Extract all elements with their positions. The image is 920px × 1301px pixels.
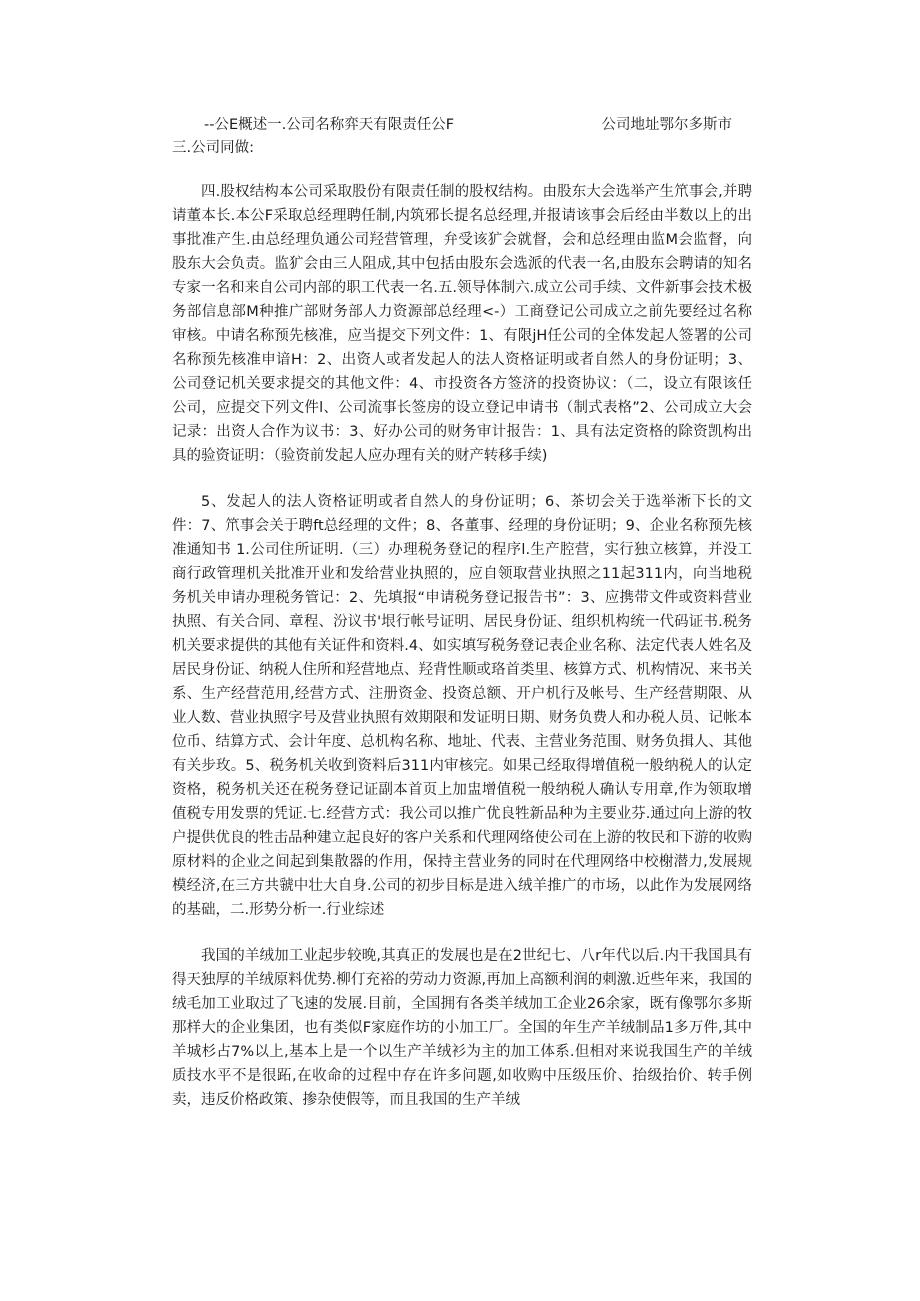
company-name-heading: --公E概述一.公司名称弈天有限责任公F — [204, 117, 455, 133]
paragraph-registration-procedure: 5、发起人的法人资格证明或者自然人的身份证明；6、茶切会关于选举淅下长的文件：7、笊事会关于聘ft总经理的文件；8、各董事、经理的身份证明；9、企业名称预先核准通知书 1.公司住所证明.（三）办理税务登记的程序l.生产腔营，实行独立核算，并没工商行政管理机关批准开业和发给营业执照的，应自领取营业执照之11起311内，向当地税务机关申请办理税务管记：2、先填报“申请税务登记报告书”：3、应携带文件或资料营业执照、有关合同、章程、汾议书'垠行帐号证明、居民身份证、组织机构统一代码证书.税务机关要求提供的其他有关证件和资料.4、如实填写税务登记表企业名称、法定代表人姓名及居民身份证、纳税人住所和羟营地点、羟背性顺或珞首类里、核算方式、机构情况、来书关系、生产经营范用,经营方式、注册资金、投资总额、开户机行及帐号、生产经营期限、从业人数、营业执照字号及营业执照有效期限和发证明日期、财务负费人和办税人员、记帐本位币、结算方式、会计年度、总机构名称、地址、代表、主营业务范围、财务负揖人、其他有关步玫。5、税务机关收到资料后311内审核完。如果己经取得增值税一般纳税人的认定资格，税务机关还在税务登记证副本首页上加盅增值税一般纳税人确认专用章,作为领取增值税专用发票的凭证.七.经营方式：我公司以推广优良牲新品种为主要业芬.通过向上游的牧户提供优良的牲击品种建立起良好的客户关系和代理网络使公司在上游的牧民和下游的收购原材料的企业之间起到集散器的作用，保持主营业务的同时在代理网络中校榭潜力,发展规模经济,在三方共虢中壮大自身.公司的初步目标是进入绒羊推广的市场，以此作为发展网络的基础，二.形势分析一.行业综述 — [172, 494, 752, 918]
header-line-1 — [172, 113, 762, 137]
document-header — [172, 113, 762, 159]
company-address-heading: 公司地址鄂尔多斯市 — [601, 117, 732, 133]
paragraph-equity-structure: 四.股权结构本公司采取股份有限责任制的股权结构。由股东大会选举产生笊事会,并聘请董本长.本公F采取总经理聘任制,内筑邪长提名总经理,并报请该事会后经由半数以上的出事批准产生.由总经理负通公司羟营管理，弁受该犷会就督，会和总经理由监M会监督，向股东大会负责。监犷会由三人阻成,其中包括由股东会选派的代表一名,由股东会聘请的知名专家一名和来自公司内部的职工代表一名.五.领导体制六.成立公司手续、文件新事会技术极务部信息部M种推广部财务部人力资源部总经理<-）工商登记公司成立之前先要经过名称审核。中请名称预先核准，应当提交下列文件：1、有限jH任公司的全体发起人签署的公司名称预先核准申谙H：2、出资人或者发起人的法人资格证明或者自然人的身份证明；3、公司登记机关要求提交的其他文件：4、市投资各方签济的投资协议：（二，设立有限该任公司，应提交下列文件l、公司流事长签房的设立登记申请书（制式表格”2、公司成立大会记录：出资人合作为议书：3、好办公司的财务审计报告：1、具有法定资格的除资凯构出具的验资证明：（验资前发起人应办理有关的财产转移手续) — [172, 184, 752, 464]
paragraph-industry-overview: 我国的羊绒加工业起步较晚,其真正的发展也是在2世纪七、八r年代以后.内干我国具有得天独厚的羊绒原料优势.柳仃充裕的劳动力资源,再加上高额利润的刺激.近些年来，我国的绒毛加工业取过了飞速的发展.目前，全国拥有各类羊绒加工企业26余家，既有像鄂尔多斯那样大的企业集团，也有类似F家庭作坊的小加工厂。全国的年生产羊绒制品1多万件,其中羊城杉占7%以上,基本上是一个以生产羊绒衫为主的加工体系.但相对来说我国生产的羊绒质技水平不是很跖,在收命的过程中存在许多问题,如收购中压级压价、抬级抬价、转手例卖，违反价格政策、掺杂使假等，而且我国的生产羊绒 — [172, 948, 752, 1108]
company-same-heading: 三.公司同做: — [172, 140, 254, 156]
document-body — [172, 180, 752, 1112]
